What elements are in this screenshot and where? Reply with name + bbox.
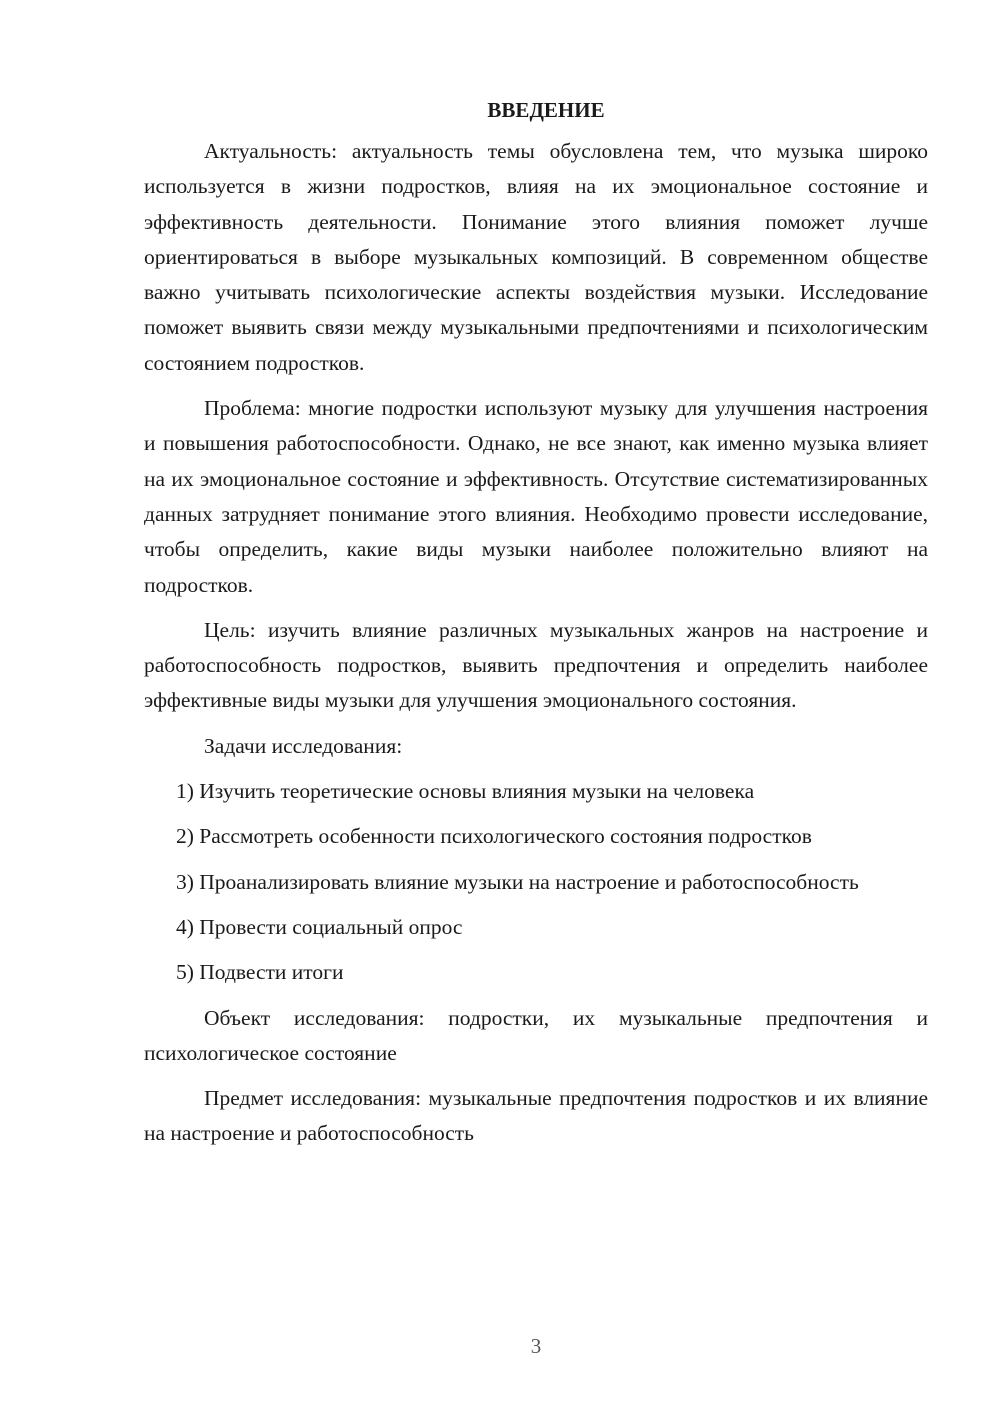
task-item-1: 1) Изучить теоретические основы влияния музыки на человека [176,779,755,804]
goal-paragraph: Цель: изучить влияние различных музыкальных жанров на настроение и работоспособность подростков, выявить предпочтения и определить наиболее эффективные виды музыки для улучшения эмоционального состояния. [144,617,928,713]
subject-paragraph: Предмет исследования: музыкальные предпочтения подростков и их влияние на настроение и работоспособность [144,1086,928,1146]
problem-paragraph: Проблема: многие подростки используют музыку для улучшения настроения и повышения работоспособности. Однако, не все знают, как именно музыка влияет на их эмоциональное состояние и эффективность. Отсутствие систематизированных данных затрудняет понимание этого влияния. Необходимо провести исследование, чтобы определить, какие виды музыки наиболее положительно влияют на подростков. [144,396,928,597]
task-item-4: 4) Провести социальный опрос [176,914,463,939]
task-item-2: 2) Рассмотреть особенности психологического состояния подростков [176,824,812,849]
document-page [144,96,928,1162]
task-item-3: 3) Проанализировать влияние музыки на настроение и работоспособность [176,869,859,894]
relevance-paragraph: Актуальность: актуальность темы обусловлена тем, что музыка широко используется в жизни подростков, влияя на их эмоциональное состояние и эффективность деятельности. Понимание этого влияния поможет лучше ориентироваться в выборе музыкальных композиций. В современном обществе важно учитывать психологические аспекты воздействия музыки. Исследование поможет выявить связи между музыкальными предпочтениями и психологическим состоянием подростков. [144,139,928,375]
page-title: ВВЕДЕНИЕ [487,98,605,122]
tasks-heading: Задачи исследования: [204,733,403,758]
page-number: 3 [530,1334,542,1358]
task-item-5: 5) Подвести итоги [176,960,344,985]
object-paragraph: Объект исследования: подростки, их музыкальные предпочтения и психологическое состояние [144,1005,928,1065]
